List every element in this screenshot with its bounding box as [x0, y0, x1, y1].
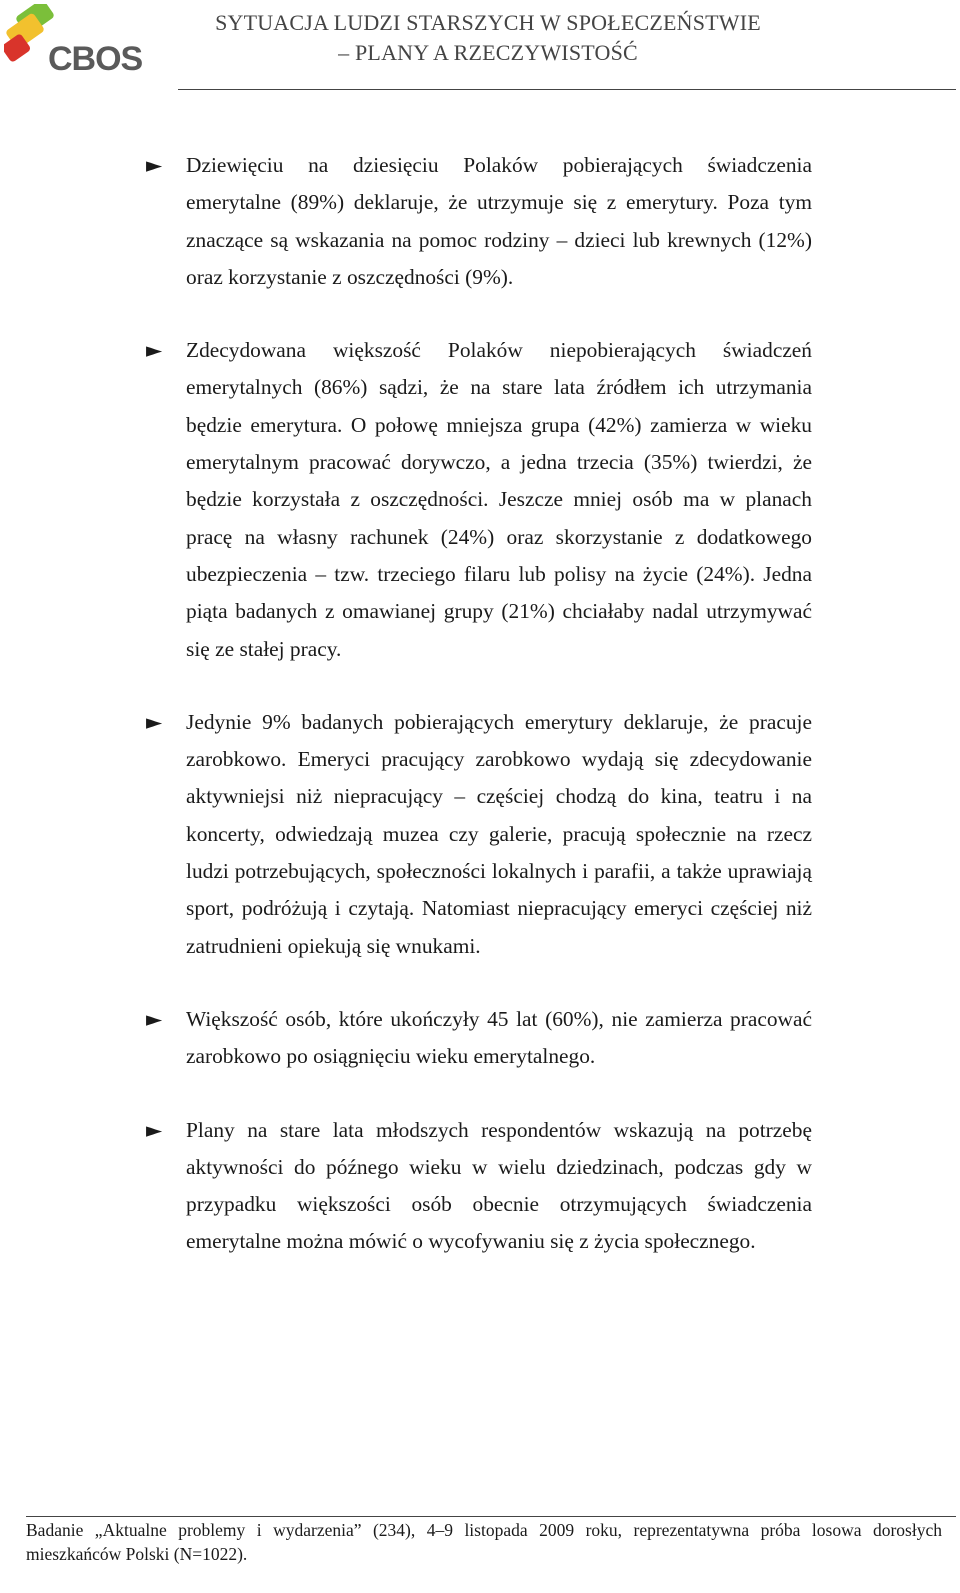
cbos-logo [4, 4, 144, 78]
logo-text: CBOS [48, 40, 143, 78]
bullet-arrow-icon: ► [146, 338, 163, 363]
bullet-item [146, 1001, 812, 1076]
summary-bullet-list [146, 147, 812, 1297]
header-title-line-1: SYTUACJA LUDZI STARSZYCH W SPOŁECZEŃSTWIE [215, 10, 761, 35]
bullet-item [146, 332, 812, 668]
bullet-arrow-icon: ► [146, 709, 163, 734]
bullet-arrow-icon: ► [146, 1006, 163, 1031]
bullet-text: Plany na stare lata młodszych respondentów wskazują na potrzebę aktywności do późnego wieku w wielu dziedzinach, podczas gdy w przypadku większości osób obecnie otrzymujących świadczenia emerytalne można mówić o wycofywaniu się z życia społecznego. [186, 1117, 812, 1254]
bullet-arrow-icon: ► [146, 1117, 163, 1142]
bullet-item [146, 1112, 812, 1261]
footer-note: Badanie „Aktualne problemy i wydarzenia” (234), 4–9 listopada 2009 roku, reprezentatywna próba losowa dorosłych mieszkańców Polski (N=1022). [26, 1520, 942, 1564]
header-divider [178, 89, 956, 90]
bullet-item [146, 147, 812, 296]
bullet-text: Jedynie 9% badanych pobierających emerytury deklaruje, że pracuje zarobkowo. Emeryci pracujący zarobkowo wydają się zdecydowanie aktywniejsi niż niepracujący – częściej chodzą do kina, teatru i na koncerty, odwiedzają muzea czy galerie, pracują społecznie na rzecz ludzi potrzebujących, społeczności lokalnych i parafii, a także uprawiają sport, podróżują i czytają. Natomiast niepracujący emeryci częściej niż zatrudnieni opiekują się wnukami. [186, 709, 812, 958]
bullet-arrow-icon: ► [146, 153, 163, 177]
bullet-item [146, 704, 812, 965]
bullet-text: Zdecydowana większość Polaków niepobierających świadczeń emerytalnych (86%) sądzi, że na stare lata źródłem ich utrzymania będzie emerytura. O połowę mniejsza grupa (42%) zamierza w wieku emerytalnym pracować dorywczo, a jedna trzecia (35%) twierdzi, że będzie korzystała z oszczędności. Jeszcze mniej osób ma w planach pracę na własny rachunek (24%) oraz skorzystanie z dodatkowego ubezpieczenia – tzw. trzeciego filaru lub polisy na życie (24%). Jedna piąta badanych z omawianej grupy (21%) chciałaby nadal utrzymywać się ze stałej pracy. [186, 338, 812, 661]
bullet-text: Większość osób, które ukończyły 45 lat (60%), nie zamierza pracować zarobkowo po osiągnięciu wieku emerytalnego. [186, 1006, 812, 1069]
page-header-title [178, 8, 798, 68]
footer-divider [26, 1516, 956, 1517]
bullet-text: Dziewięciu na dziesięciu Polaków pobierających świadczenia emerytalne (89%) deklaruje, że utrzymuje się z emerytury. Poza tym znaczące są wskazania na pomoc rodziny – dzieci lub krewnych (12%) oraz korzystanie z oszczędności (9%). [186, 153, 812, 289]
header-title-line-2: – PLANY A RZECZYWISTOŚĆ [338, 40, 638, 65]
